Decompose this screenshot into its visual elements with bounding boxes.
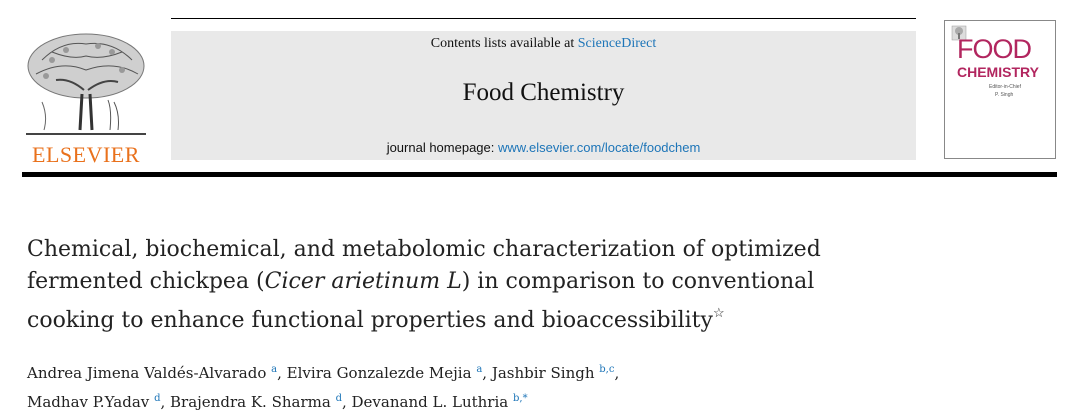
title-line-2a: fermented chickpea ( xyxy=(27,269,265,294)
author xyxy=(287,364,492,382)
author xyxy=(27,393,170,411)
author-name: Jashbir Singh xyxy=(491,364,595,382)
author-list xyxy=(27,357,1027,415)
author-name: Devanand L. Luthria xyxy=(351,393,509,411)
cover-editor-name: P. Singh xyxy=(995,92,1014,98)
cover-editor-label: Editor-in-Chief xyxy=(989,84,1021,90)
journal-title: Food Chemistry xyxy=(462,79,625,106)
cover-title-chemistry: CHEMISTRY xyxy=(957,64,1039,80)
author xyxy=(352,393,528,411)
author-name: Andrea Jimena Valdés-Alvarado xyxy=(27,364,267,382)
title-footnote-star-icon[interactable]: ☆ xyxy=(712,306,725,321)
homepage-prefix: journal homepage: xyxy=(386,140,498,155)
title-line-1: Chemical, biochemical, and metabolomic characterization of optimized xyxy=(27,237,821,262)
top-rule xyxy=(171,18,916,19)
author-name: Madhav P.Yadav xyxy=(27,393,150,411)
journal-banner xyxy=(171,31,916,160)
author xyxy=(27,364,287,382)
publisher-name: ELSEVIER xyxy=(32,142,140,167)
affiliation-link[interactable]: d xyxy=(154,393,161,404)
author-separator: , xyxy=(482,364,492,382)
homepage-line xyxy=(171,140,916,155)
cover-title-food: FOOD xyxy=(957,34,1031,64)
author-separator: , xyxy=(341,393,352,411)
header-thick-rule xyxy=(22,172,1057,177)
affiliation-link[interactable]: b,* xyxy=(513,393,528,404)
affiliation-link[interactable]: b,c xyxy=(599,364,615,375)
affiliation-link[interactable]: a xyxy=(271,364,278,375)
title-line-3: cooking to enhance functional properties and bioaccessibility xyxy=(27,308,713,333)
title-species: Cicer arietinum L xyxy=(264,269,462,294)
elsevier-logo[interactable] xyxy=(22,30,150,167)
author-name: Elvira Gonzalezde Mejia xyxy=(286,364,472,382)
affiliation-link[interactable]: d xyxy=(335,393,342,404)
elsevier-tree-icon xyxy=(22,30,150,140)
affiliation-link[interactable]: a xyxy=(476,364,483,375)
journal-cover[interactable] xyxy=(944,20,1056,159)
author-name: Brajendra K. Sharma xyxy=(170,393,331,411)
homepage-link[interactable]: www.elsevier.com/locate/foodchem xyxy=(498,140,701,155)
sciencedirect-link[interactable]: ScienceDirect xyxy=(577,36,657,51)
author-separator: , xyxy=(277,364,287,382)
author xyxy=(170,393,352,411)
author-separator: , xyxy=(614,364,620,382)
article-title xyxy=(27,234,1027,337)
author-separator: , xyxy=(160,393,171,411)
contents-prefix: Contents lists available at xyxy=(430,36,578,51)
contents-line xyxy=(171,36,916,52)
title-line-2b: ) in comparison to conventional xyxy=(461,269,815,294)
author xyxy=(492,364,619,382)
